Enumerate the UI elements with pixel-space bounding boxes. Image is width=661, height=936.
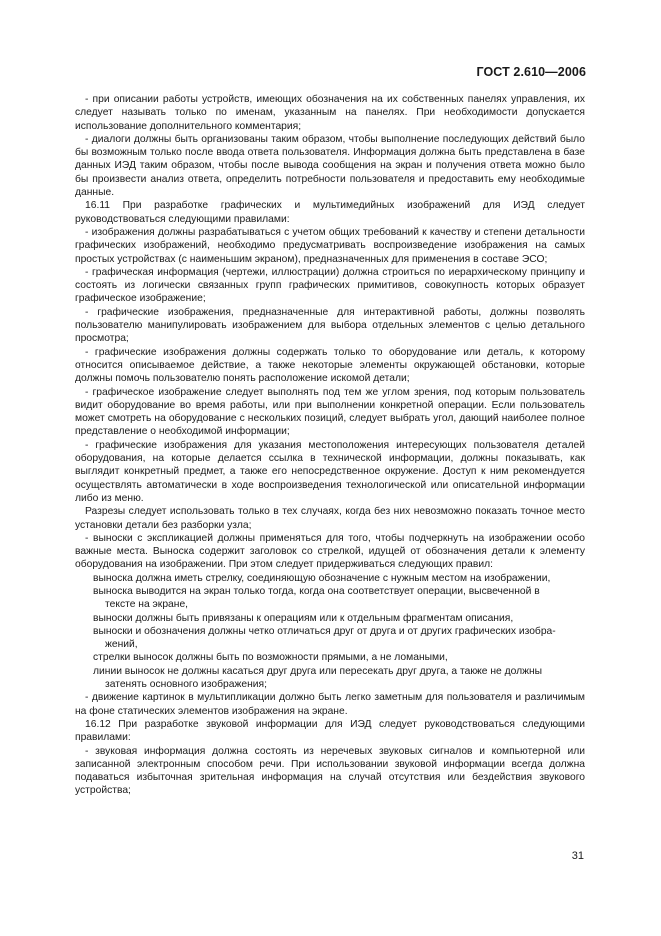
rule-item: выноска выводится на экран только тогда, когда она соответствует операции, высвеченной в [93,585,540,597]
paragraph: - графическое изображение следует выполнять под тем же углом зрения, под которым пользователь видит оборудование во время работы, или при выполнении конкретной операции. Если пользователь может смотреть на оборудование с нескольких позиций, следует выбрать угол, дающий наиболее полное представление о необходимой информации; [75,386,585,438]
paragraph: - графические изображения для указания местоположения интересующих пользователя деталей оборудования, на которые делается ссылка в технической информации, должны показывать, как выглядит конкретный предмет, а также его непосредственное окружение. Доступ к ним рекомендуется осуществлять автоматически в ходе воспроизведения технологической или описательной информации либо из меню. [75,439,585,504]
page-number: 31 [571,850,584,862]
rule-item: стрелки выносок должны быть по возможности прямыми, а не ломаными, [93,652,448,664]
rule-item: выноски и обозначения должны четко отличаться друг от друга и от других графических изобра- [93,625,556,637]
paragraph: - движение картинок в мультипликации должно быть легко заметным для пользователя и различимым на фоне статических элементов изображения на экране. [75,692,585,717]
rule-item-continuation: затенять основного изображения; [105,679,267,691]
paragraph: - графические изображения должны содержать только то оборудование или деталь, к которому относится описываемое действие, а также некоторые элементы окружающей обстановки, которые должны помочь пользователю понять расположение искомой детали; [75,346,585,385]
rule-item: линии выносок не должны касаться друг друга или пересекать друг друга, а также не должны [93,665,543,677]
paragraph: - звуковая информация должна состоять из неречевых звуковых сигналов и компьютерной или записанной электронным способом речи. При использовании звуковой информации всегда должна подаваться избыточная зрительная информация на случай отсутствия или бездействия звукового устройства; [75,745,585,797]
paragraph: - графическая информация (чертежи, иллюстрации) должна строиться по иерархическому принципу и состоять из логически связанных групп графических примитивов, совокупность которых образует графическое изображение; [75,266,585,305]
rule-item: выноска должна иметь стрелку, соединяющую обозначение с нужным местом на изображении, [93,572,551,584]
rule-item: выноски должны быть привязаны к операциям или к отдельным фрагментам описания, [93,612,514,624]
paragraph: - диалоги должны быть организованы таким образом, чтобы выполнение последующих действий было бы возможным только после ввода ответа пользователя. Информация должна быть представлена в базе данных ИЭД таким образом, чтобы после вывода сообщения на экран и получения ответа можно было бы произвести анализ ответа, определить потребности пользователя и предоставить ему необходимые данные. [75,133,585,199]
rule-item-continuation: тексте на экране, [105,599,189,611]
section-16-12: 16.12 При разработке звуковой информации для ИЭД следует руководствоваться следующими правилами: [75,718,585,744]
paragraph: - при описании работы устройств, имеющих обозначения на их собственных панелях управления, их следует называть только по именам, указанным на панелях. При необходимости допускается использование дополнительного комментария; [75,94,585,132]
paragraph: - графические изображения, предназначенные для интерактивной работы, должны позволять пользователю манипулировать изображением для выбора отдельных элементов с целью детального просмотра; [75,306,585,345]
paragraph: - выноски с экспликацией должны применяться для того, чтобы подчеркнуть на изображении особо важные места. Выноска содержит заголовок со стрелкой, идущей от обозначения детали к элементу оборудования на изображении. При этом следует придерживаться следующих правил: [75,532,585,571]
rule-item-continuation: жений, [105,639,138,651]
section-16-11: 16.11 При разработке графических и мультимедийных изображений для ИЭД следует руководствоваться следующими правилами: [75,200,585,225]
paragraph: Разрезы следует использовать только в тех случаях, когда без них невозможно показать точное место установки детали без разборки узла; [75,506,585,531]
paragraph: - изображения должны разрабатываться с учетом общих требований к качеству и степени детальности графических изображений, необходимо предусматривать воспроизведение изображения на самых простых устройствах (с наименьшим экраном), предназначенных для применения в составе ЭСО; [75,226,585,265]
body-text [75,93,585,798]
standard-designation: ГОСТ 2.610—2006 [476,65,586,79]
